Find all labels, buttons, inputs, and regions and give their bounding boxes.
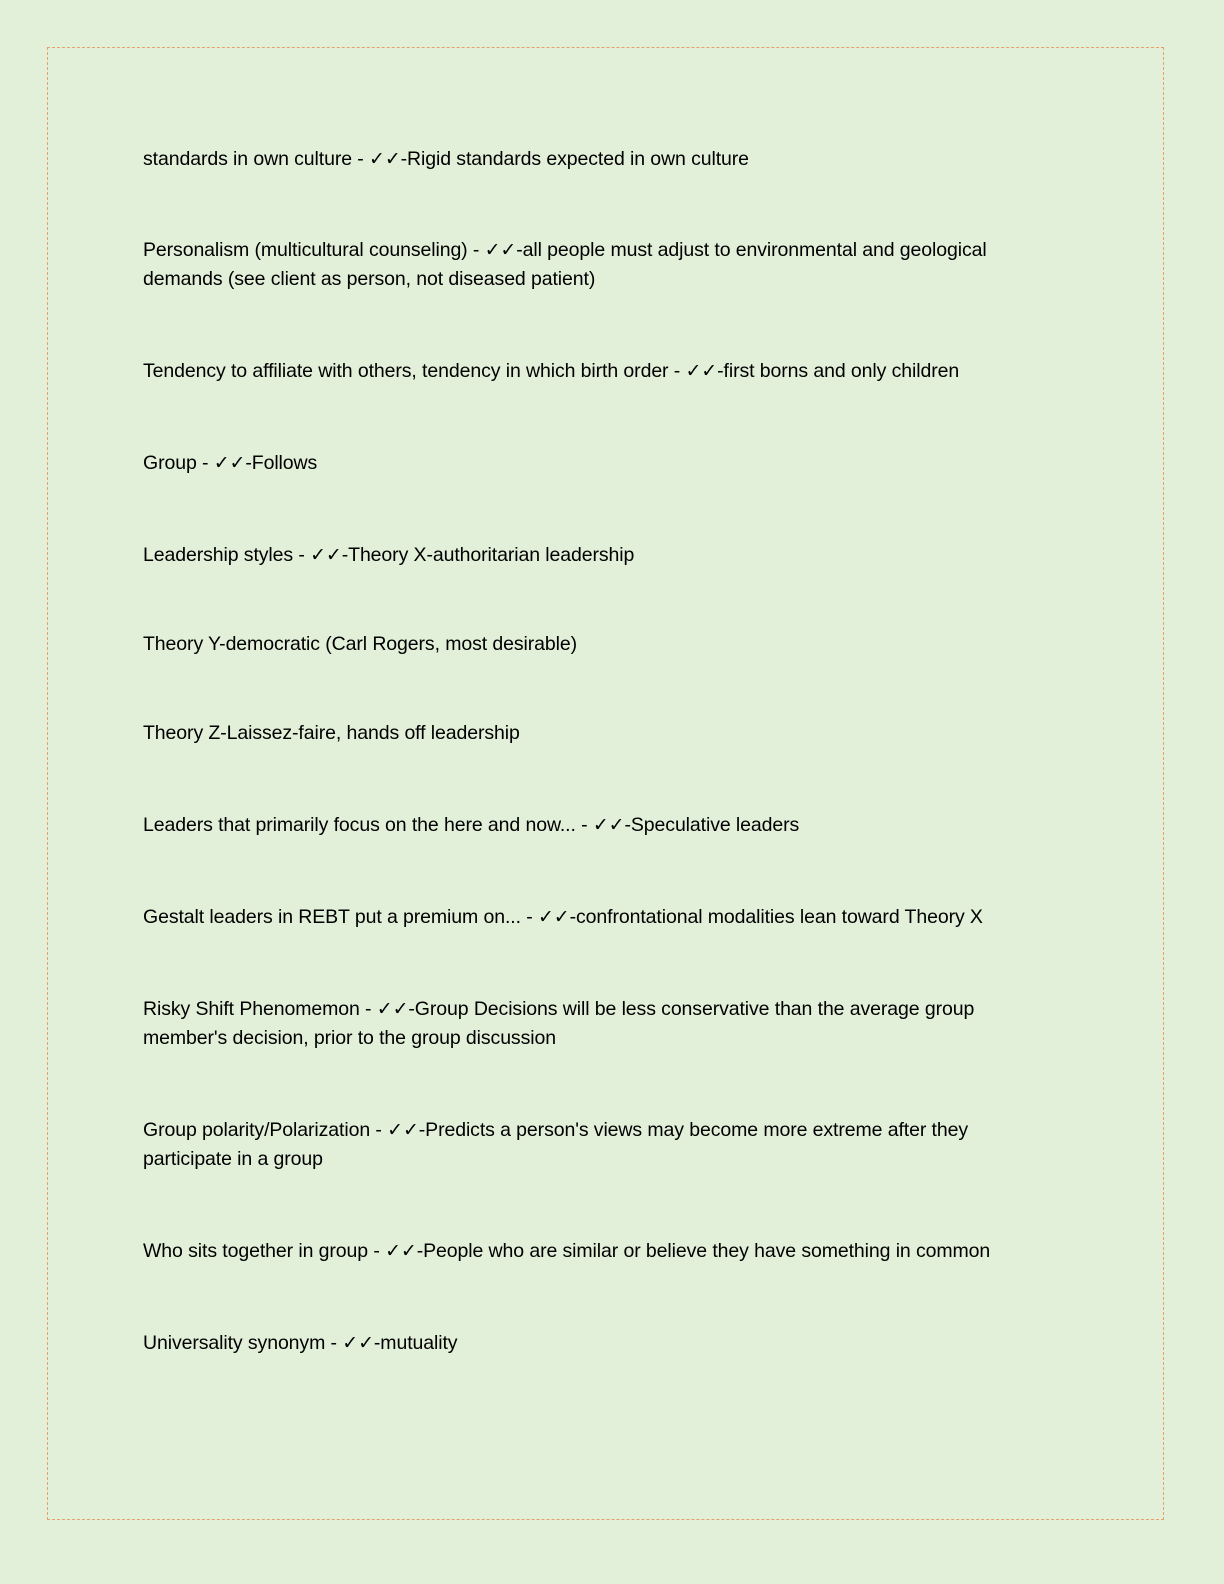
entry-term: Group polarity/Polarization -	[143, 1119, 388, 1141]
document-body	[143, 145, 1043, 1358]
double-check-icon: ✓✓	[484, 239, 517, 261]
entry-group	[143, 449, 1043, 478]
entry-speculative-leaders	[143, 811, 1043, 840]
double-check-icon: ✓✓	[537, 906, 570, 928]
entry-definition: -Predicts a person's views may become more extreme after they participate in a group	[143, 1119, 969, 1170]
entry-definition: -first borns and only children	[717, 360, 960, 382]
entry-risky-shift	[143, 995, 1043, 1053]
entry-definition: -Follows	[245, 452, 318, 474]
entry-term: Universality synonym -	[143, 1332, 343, 1354]
double-check-icon: ✓✓	[385, 1240, 417, 1262]
entry-affiliation-birth-order	[143, 357, 1043, 386]
entry-definition: -Theory X-authoritarian leadership	[341, 544, 635, 566]
entry-term: Personalism (multicultural counseling) -	[143, 239, 485, 261]
entry-who-sits-together	[143, 1237, 1043, 1266]
entry-standards-own-culture	[143, 145, 1043, 174]
entry-leadership-styles	[143, 541, 1043, 570]
double-check-icon: ✓✓	[387, 1119, 419, 1141]
entry-gestalt-leaders	[143, 903, 1043, 932]
entry-definition: -People who are similar or believe they have something in common	[416, 1240, 991, 1262]
entry-personalism	[143, 236, 1043, 294]
entry-theory-z	[143, 719, 1043, 748]
double-check-icon: ✓✓	[342, 1332, 374, 1354]
entry-term: Who sits together in group -	[143, 1240, 386, 1262]
entry-theory-y	[143, 630, 1043, 659]
entry-term: Group -	[143, 452, 214, 474]
entry-term: standards in own culture -	[143, 148, 369, 170]
entry-definition: -confrontational modalities lean toward Theory X	[569, 906, 983, 928]
entry-universality	[143, 1329, 1043, 1358]
double-check-icon: ✓✓	[213, 452, 246, 474]
double-check-icon: ✓✓	[376, 998, 409, 1020]
entry-definition: -all people must adjust to environmental and geological demands (see client as person, not diseased patient)	[143, 239, 987, 290]
entry-definition: -mutuality	[373, 1332, 458, 1354]
double-check-icon: ✓✓	[685, 360, 718, 382]
entry-text: Theory Y-democratic (Carl Rogers, most desirable)	[143, 633, 578, 655]
entry-term: Gestalt leaders in REBT put a premium on... -	[143, 906, 538, 928]
entry-group-polarization	[143, 1116, 1043, 1174]
entry-definition: -Speculative leaders	[624, 814, 800, 836]
entry-term: Leaders that primarily focus on the here and now... -	[143, 814, 593, 836]
double-check-icon: ✓✓	[592, 814, 625, 836]
entry-definition: -Group Decisions will be less conservative than the average group member's decision, prior to the group discussion	[143, 998, 975, 1049]
double-check-icon: ✓✓	[369, 148, 401, 170]
entry-term: Risky Shift Phenomemon -	[143, 998, 377, 1020]
entry-text: Theory Z-Laissez-faire, hands off leadership	[143, 722, 520, 744]
entry-term: Tendency to affiliate with others, tendency in which birth order -	[143, 360, 686, 382]
entry-term: Leadership styles -	[143, 544, 311, 566]
double-check-icon: ✓✓	[310, 544, 342, 566]
entry-definition: -Rigid standards expected in own culture	[400, 148, 749, 170]
